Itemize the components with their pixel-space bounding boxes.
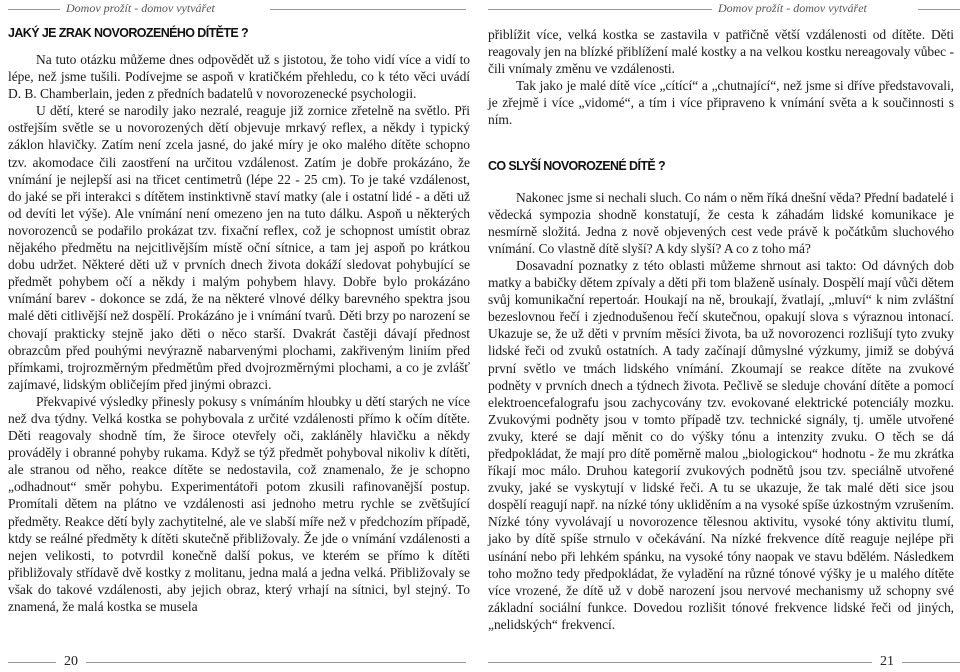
page-number: 20 <box>64 654 78 669</box>
footer-rule <box>488 662 872 663</box>
header-rule <box>488 9 712 10</box>
running-header-right <box>488 2 960 16</box>
paragraph: Překvapivé výsledky přinesly pokusy s vnímáním hloubky u dětí starých ne více než dva týdny. Velká kostka se pohybovala z určité vzdálenosti přímo k očím dítěte. Děti reagovaly shodně tím, že široce otevřely oči, zakláněly hlavičku a někdy prováděly i obranné pohyby rukama. Když se týž předmět pohyboval nikoliv k dítěti, ale stranou od něho, reakce dítěte se nedostavila, což znamenalo, že je schopno „odhadnout“ směr pohybu. Experimentátoři potom zkusili rafinovanější postup. Promítali dětem na plátno ve vzdálenosti asi jednoho metru rychle se zvětšující předměty. Reakce dětí byly zachytitelné, ale ve slabší míře než v předchozím případě, ktdy se reálné předměty k dítěti skutečně přibližovaly. Že jde o vnímání vzdálenosti a nejen velikosti, to potvrdil konečně další pokus, ve kterém se přímo k dítěti přibližovaly střídavě dvě kostky z molitanu, jedna malá a jedna velká. Přibližovaly se však do takové vzdálenosti, aby jejich obraz, který vrhají na sítnici, byl stejný. To znamená, že malá kostka se musela <box>8 393 470 614</box>
paragraph: Nakonec jsme si nechali sluch. Co nám o něm říká dnešní věda? Přední badatelé i vědecká sympozia shodně konstatují, že cesta k záhadám lidské komunikace je nesmírně složitá. Jedna z nově objevených cest vede právě k počátkům sluchového vnímání. Co vlastně dítě slyší? A kdy slyší? A co z toho má? <box>488 189 954 256</box>
footer-rule <box>902 662 960 663</box>
page-number: 21 <box>880 654 894 669</box>
footer-rule <box>86 662 466 663</box>
section-heading-vision: JAKÝ JE ZRAK NOVOROZENÉHO DÍTĚTE ? <box>8 26 249 40</box>
paragraph: Tak jako je malé dítě více „cítící“ a „chutnající“, než jsme si dříve představovali, je zřejmě i více „vidomé“, a tím i více připraveno k vnímání světa a k součinnosti s ním. <box>488 78 954 128</box>
header-rule <box>270 9 466 10</box>
footer-rule <box>8 662 56 663</box>
right-page <box>488 0 960 672</box>
paragraph: Dosavadní poznatky z této oblasti můžeme shrnout asi takto: Od dávných dob matky a babičky dětem zpívaly a děti při tom blaženě usínaly. Dospělí mají vůči dětem svůj komunikační repertoár. Houkají na ně, broukají, žvatlají, „mluví“ k nim zvláštní bezeslovnou řečí i zjednodušenou řečí skutečnou, opakují slova s výraznou intonací. Ukazuje se, že už děti v prvním měsíci života, ba už novorozenci rozlišují tyto zvuky lidské řeči od zvuků ostatních. A tady začínají důmyslné výzkumy, jimiž se dobývá první světlo ve tmách lidského vnímání. Zkoumají se reakce dítěte na zvukové podněty v prvních dnech a týdnech života. Pečlivě se sleduje chování dítěte a pomocí elektroencefalografu jsou zachycovány tzv. evokované elektrické potenciály mozku. Zvukovými podněty jsou v tomto případě tzv. technické signály, tj. uměle utvořené zvuky, které se dají měnit co do výšky tónu a intenzity zvuku. O těch se dá předpokládat, že mají pro dítě poměrně malou „biologickou“ hodnotu - že mu zkrátka říkají moc málo. Druhou kategorií zvukových podnětů jsou tzv. speciálně utvořené zvuky, jaké se vyskytují v lidské řeči. A tu se ukazuje, že tak malé děti sice jsou dospělí reagují např. na nízké tóny ukliděním a na vysoké spíše úzkostným vzrušením. Nízké tóny vyvolávají u novorozence tělesnou aktivitu, vysoké tóny aktivitu tlumí, jako by dítě spíše strnulo v očekávání. Na nízké frekvence dítě reaguje nejlépe při usínání nebo při lehkém spánku, na vysoké tóny naopak ve stavu bdělém. Následkem toho možno tedy předpokládat, že vyladění na různé tónové výšky je u malého dítěte více vrozené, že dítě už v době narození jsou nervové mechanismy už schopny své základní sociální funkce. Dovedou rozlišit tónové frekvence lidské řeči od jiných, „nelidských“ frekvencí. <box>488 257 954 632</box>
left-page <box>0 0 472 672</box>
running-title: Domov prožít - domov vytvářet <box>712 1 873 16</box>
right-column <box>488 26 954 633</box>
paragraph: přiblížit více, velká kostka se zastavila v patřičně větší vzdálenosti od dítěte. Děti reagovaly jen na blízké přiblížení malé kostky a na velkou kostku nereagovaly vůbec - čili vnímaly změnu ve vzdálenosti. <box>488 27 954 77</box>
header-rule <box>918 9 960 10</box>
header-rule <box>8 9 64 10</box>
paragraph: Na tuto otázku můžeme dnes odpovědět už s jistotou, že toho vidí více a vidí to lépe, než jsme tušili. Podívejme se aspoň v kratičkém přehledu, co k této věci uvádí D. B. Chamberlain, jeden z předních badatelů v novorozenecké psychologii. <box>8 52 470 102</box>
paragraph: U dětí, které se narodily jako nezralé, reaguje již zornice zřetelně na světlo. Při ostřejším světle se u novorozených dětí objevuje mrkavý reflex, a někdy i typický záklon hlavičky. Zatím není zcela jasné, do jaké míry je oko malého dítěte schopno tzv. akomodace čili zaostření na určitou vzdálenost. Zatím je dobře prokázáno, že vnímání je nejlepší asi na třicet centimetrů (lépe 22 - 25 cm). To je také vzdálenost, do jaké se při interakci s dítětem instinktivně staví matky (ale i ostatní lidé - a děti už od devíti let výše). Ale vnímání není omezeno jen na tuto dálku. Aspoň u některých novorozenců se podařilo prokázat tzv. fixační reflex, což je schopnost umístit obraz nějakého předmětu na nejcitlivějším místě oční sítnice, a tam jej aspoň po krátkou dobu udržet. Některé děti už v prvních dnech života dokáží sledovat pohybující se předmět pohybem očí a někdy i malým pohybem hlavy. Dobře bylo prokázáno vnímání barev - dokonce se zdá, že na některé vlnové délky barevného spektra jsou malé děti citlivější než dospělí. Prokázáno je i vnímání tvarů. Děti brzy po narození se chovají prakticky stejně jako děti o něco starší. Dvakrát častěji dávají přednost obrazcům před pouhými nevýrazně nabarvenými plochami, zakřiveným liniím před přímkami, trojrozměrným předmětům před dvojrozměrnými plochami, a co je zvlášť zajímavé, lidským obličejím před jinými obrazci. <box>8 103 470 392</box>
section-heading-hearing: CO SLYŠÍ NOVOROZENÉ DÍTĚ ? <box>488 158 666 173</box>
left-column <box>8 26 470 615</box>
running-header-left <box>0 2 472 16</box>
running-title: Domov prožít - domov vytvářet <box>60 1 221 16</box>
